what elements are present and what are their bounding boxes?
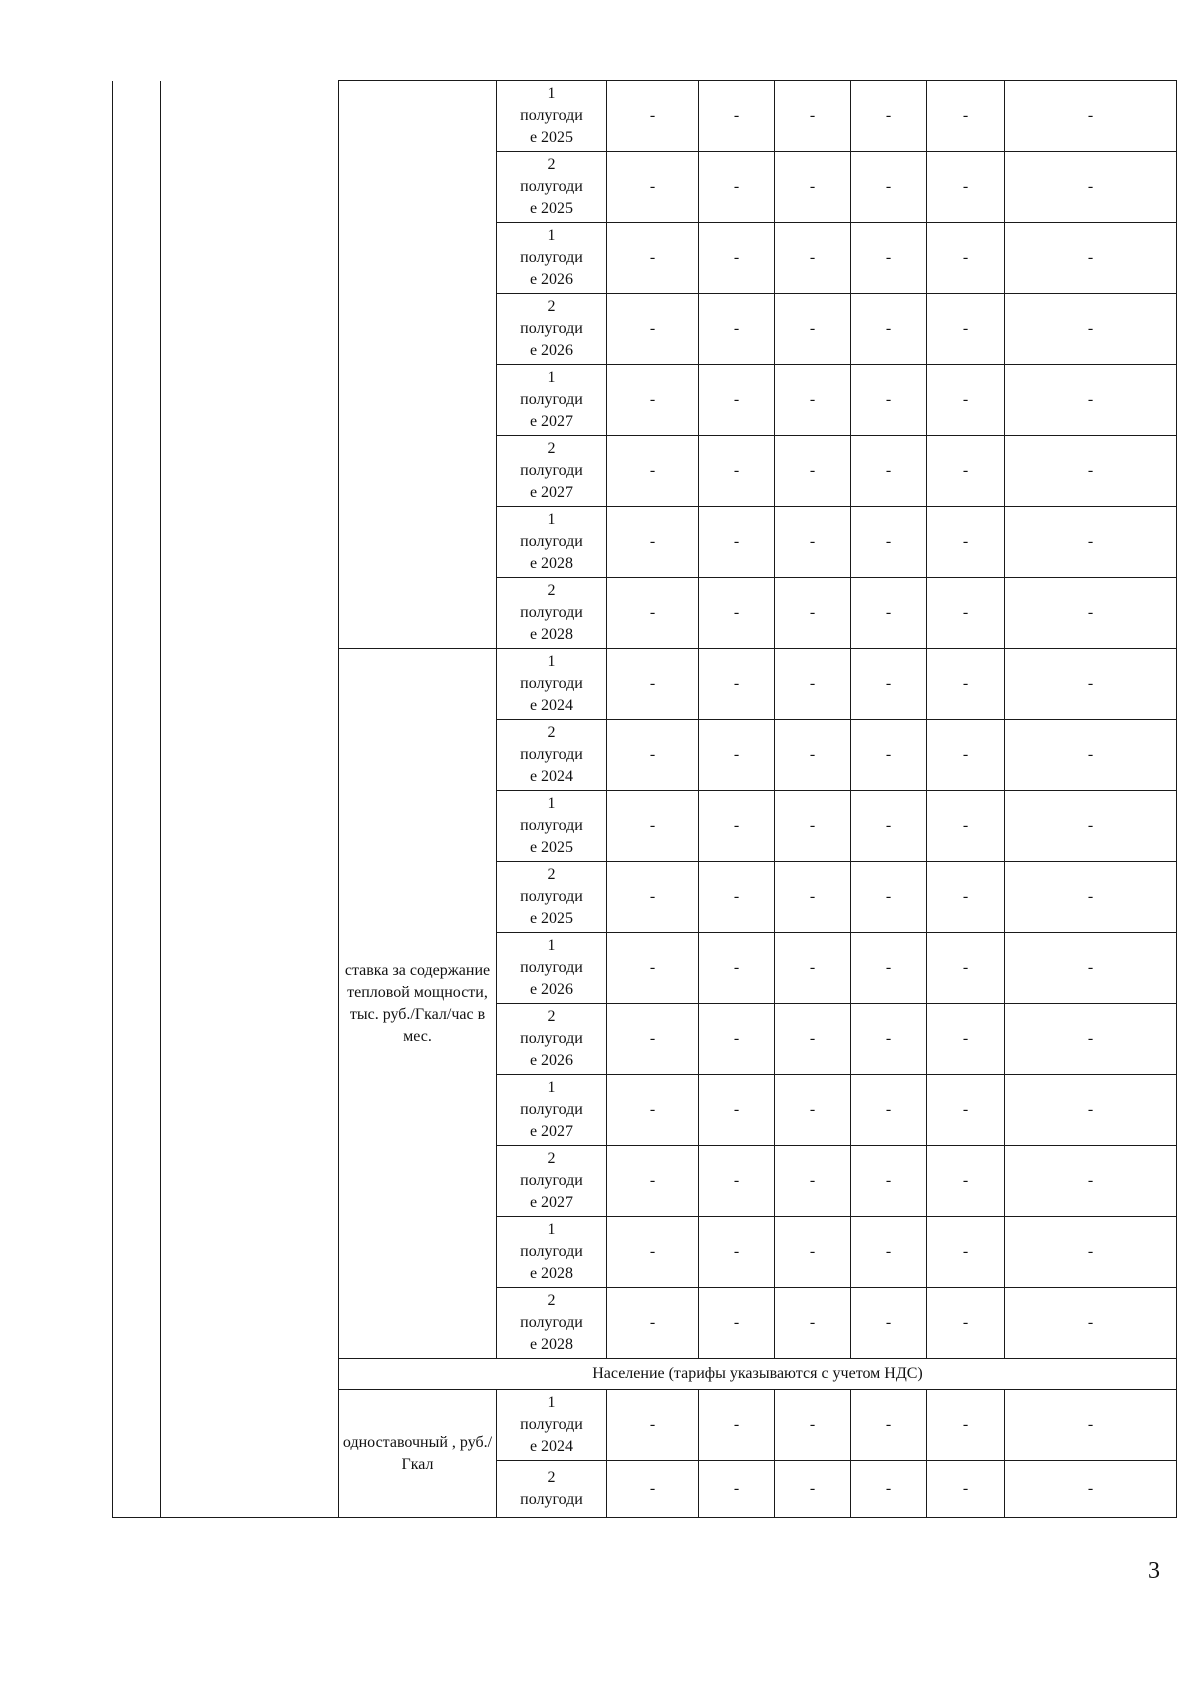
period-half: 2	[547, 440, 556, 457]
period-year: е 2027	[529, 1123, 574, 1140]
value-cell: -	[775, 81, 851, 152]
period-word: полугоди	[520, 888, 583, 905]
value-cell: -	[851, 578, 927, 649]
period-cell	[497, 294, 607, 365]
period-cell	[497, 1146, 607, 1217]
value-cell: -	[927, 1461, 1005, 1518]
period-half: 1	[547, 1079, 556, 1096]
value-cell: -	[927, 1217, 1005, 1288]
value-cell: -	[775, 1390, 851, 1461]
table-row	[113, 81, 1177, 152]
value-cell: -	[607, 791, 699, 862]
value-cell: -	[775, 578, 851, 649]
value-cell: -	[775, 1288, 851, 1359]
organization-column	[161, 81, 339, 1518]
period-half: 2	[547, 298, 556, 315]
period-cell	[497, 862, 607, 933]
period-half: 1	[547, 369, 556, 386]
period-half: 2	[547, 156, 556, 173]
period-word: полугоди	[520, 1101, 583, 1118]
value-cell: -	[1005, 507, 1177, 578]
value-cell: -	[851, 223, 927, 294]
period-word: полугоди	[520, 1172, 583, 1189]
value-cell: -	[699, 1390, 775, 1461]
period-word: полугоди	[520, 817, 583, 834]
value-cell: -	[699, 578, 775, 649]
period-word: полугоди	[520, 604, 583, 621]
period-word: полугоди	[520, 533, 583, 550]
value-cell: -	[699, 223, 775, 294]
period-half: 1	[547, 511, 556, 528]
value-cell: -	[1005, 1217, 1177, 1288]
value-cell: -	[775, 720, 851, 791]
value-cell: -	[1005, 436, 1177, 507]
period-word: полугоди	[520, 462, 583, 479]
period-year: е 2027	[529, 484, 574, 501]
value-cell: -	[607, 933, 699, 1004]
value-cell: -	[851, 933, 927, 1004]
value-cell: -	[927, 862, 1005, 933]
period-cell	[497, 1217, 607, 1288]
value-cell: -	[1005, 791, 1177, 862]
value-cell: -	[1005, 1004, 1177, 1075]
value-cell: -	[607, 81, 699, 152]
value-cell: -	[607, 862, 699, 933]
value-cell: -	[607, 152, 699, 223]
value-cell: -	[775, 649, 851, 720]
period-word: полугоди	[520, 675, 583, 692]
value-cell: -	[699, 436, 775, 507]
period-half: 2	[547, 582, 556, 599]
value-cell: -	[607, 1146, 699, 1217]
period-cell	[497, 152, 607, 223]
period-year: е 2024	[529, 697, 574, 714]
value-cell: -	[1005, 720, 1177, 791]
value-cell: -	[851, 365, 927, 436]
period-cell	[497, 649, 607, 720]
period-year: е 2025	[529, 839, 574, 856]
value-cell: -	[775, 507, 851, 578]
value-cell: -	[1005, 1075, 1177, 1146]
period-cell	[497, 578, 607, 649]
value-cell: -	[699, 81, 775, 152]
value-cell: -	[927, 1288, 1005, 1359]
value-cell: -	[607, 720, 699, 791]
value-cell: -	[699, 1075, 775, 1146]
value-cell: -	[927, 152, 1005, 223]
period-year: е 2024	[529, 1438, 574, 1455]
value-cell: -	[1005, 649, 1177, 720]
value-cell: -	[1005, 152, 1177, 223]
value-cell: -	[927, 649, 1005, 720]
value-cell: -	[699, 365, 775, 436]
value-cell: -	[1005, 578, 1177, 649]
value-cell: -	[851, 294, 927, 365]
value-cell: -	[927, 933, 1005, 1004]
value-cell: -	[775, 862, 851, 933]
period-word: полугоди	[520, 746, 583, 763]
value-cell: -	[851, 1075, 927, 1146]
value-cell: -	[607, 365, 699, 436]
period-word: полугоди	[520, 320, 583, 337]
value-cell: -	[927, 720, 1005, 791]
value-cell: -	[1005, 81, 1177, 152]
value-cell: -	[607, 1288, 699, 1359]
period-year: е 2028	[529, 555, 574, 572]
value-cell: -	[607, 507, 699, 578]
period-cell	[497, 223, 607, 294]
value-cell: -	[775, 933, 851, 1004]
value-cell: -	[607, 1004, 699, 1075]
value-cell: -	[851, 1217, 927, 1288]
value-cell: -	[851, 436, 927, 507]
value-cell: -	[1005, 862, 1177, 933]
period-cell	[497, 436, 607, 507]
period-half: 2	[547, 1469, 556, 1486]
period-cell	[497, 791, 607, 862]
rate-label-cell: одноставочный , руб./Гкал	[339, 1390, 497, 1518]
value-cell: -	[1005, 933, 1177, 1004]
value-cell: -	[699, 294, 775, 365]
period-cell	[497, 365, 607, 436]
period-cell	[497, 1288, 607, 1359]
value-cell: -	[927, 1075, 1005, 1146]
value-cell: -	[851, 152, 927, 223]
value-cell: -	[775, 1004, 851, 1075]
value-cell: -	[927, 1004, 1005, 1075]
value-cell: -	[699, 933, 775, 1004]
period-cell	[497, 1390, 607, 1461]
value-cell: -	[927, 436, 1005, 507]
period-half: 2	[547, 1292, 556, 1309]
period-word: полугоди	[520, 1314, 583, 1331]
value-cell: -	[927, 365, 1005, 436]
period-half: 2	[547, 1150, 556, 1167]
value-cell: -	[607, 578, 699, 649]
value-cell: -	[851, 1004, 927, 1075]
period-cell	[497, 1461, 607, 1518]
period-cell	[497, 720, 607, 791]
value-cell: -	[851, 1390, 927, 1461]
value-cell: -	[607, 649, 699, 720]
value-cell: -	[927, 223, 1005, 294]
value-cell: -	[851, 720, 927, 791]
period-half: 1	[547, 227, 556, 244]
period-word: полугоди	[520, 1243, 583, 1260]
period-half: 2	[547, 1008, 556, 1025]
value-cell: -	[607, 223, 699, 294]
value-cell: -	[851, 649, 927, 720]
period-year: е 2025	[529, 200, 574, 217]
value-cell: -	[851, 507, 927, 578]
period-half: 1	[547, 937, 556, 954]
period-half: 1	[547, 1394, 556, 1411]
value-cell: -	[699, 1461, 775, 1518]
period-word: полугоди	[520, 107, 583, 124]
value-cell: -	[775, 436, 851, 507]
value-cell: -	[607, 1217, 699, 1288]
value-cell: -	[1005, 365, 1177, 436]
value-cell: -	[851, 81, 927, 152]
value-cell: -	[775, 365, 851, 436]
value-cell: -	[927, 1390, 1005, 1461]
period-word: полугоди	[520, 1491, 583, 1508]
period-year: е 2024	[529, 768, 574, 785]
rate-label-cell	[339, 81, 497, 649]
number-column	[113, 81, 161, 1518]
value-cell: -	[607, 1390, 699, 1461]
value-cell: -	[1005, 294, 1177, 365]
value-cell: -	[699, 1004, 775, 1075]
period-half: 1	[547, 1221, 556, 1238]
value-cell: -	[927, 578, 1005, 649]
value-cell: -	[699, 791, 775, 862]
value-cell: -	[775, 791, 851, 862]
value-cell: -	[1005, 1146, 1177, 1217]
period-word: полугоди	[520, 391, 583, 408]
period-word: полугоди	[520, 959, 583, 976]
tariff-table	[112, 80, 1177, 1518]
value-cell: -	[851, 862, 927, 933]
period-year: е 2026	[529, 342, 574, 359]
value-cell: -	[699, 1217, 775, 1288]
period-cell	[497, 1075, 607, 1146]
period-year: е 2027	[529, 413, 574, 430]
period-half: 2	[547, 724, 556, 741]
period-half: 1	[547, 85, 556, 102]
period-word: полугоди	[520, 249, 583, 266]
period-year: е 2026	[529, 271, 574, 288]
value-cell: -	[775, 223, 851, 294]
period-year: е 2028	[529, 1336, 574, 1353]
value-cell: -	[1005, 1461, 1177, 1518]
period-year: е 2025	[529, 910, 574, 927]
value-cell: -	[699, 862, 775, 933]
value-cell: -	[699, 152, 775, 223]
period-year: е 2028	[529, 1265, 574, 1282]
value-cell: -	[607, 1075, 699, 1146]
period-half: 1	[547, 653, 556, 670]
value-cell: -	[699, 720, 775, 791]
value-cell: -	[927, 791, 1005, 862]
period-half: 1	[547, 795, 556, 812]
period-year: е 2025	[529, 129, 574, 146]
value-cell: -	[775, 1075, 851, 1146]
value-cell: -	[927, 1146, 1005, 1217]
value-cell: -	[775, 1217, 851, 1288]
period-word: полугоди	[520, 1416, 583, 1433]
period-word: полугоди	[520, 178, 583, 195]
value-cell: -	[607, 294, 699, 365]
table-body	[113, 81, 1177, 1518]
period-word: полугоди	[520, 1030, 583, 1047]
value-cell: -	[927, 507, 1005, 578]
rate-label-cell: ставка за содержание тепловой мощности, тыс. руб./Гкал/час в мес.	[339, 649, 497, 1359]
period-half: 2	[547, 866, 556, 883]
period-year: е 2028	[529, 626, 574, 643]
period-year: е 2027	[529, 1194, 574, 1211]
value-cell: -	[851, 791, 927, 862]
period-cell	[497, 1004, 607, 1075]
period-year: е 2026	[529, 981, 574, 998]
period-cell	[497, 933, 607, 1004]
value-cell: -	[1005, 1288, 1177, 1359]
value-cell: -	[699, 1146, 775, 1217]
page-number: 3	[1148, 1558, 1160, 1584]
value-cell: -	[607, 1461, 699, 1518]
value-cell: -	[699, 1288, 775, 1359]
value-cell: -	[699, 649, 775, 720]
value-cell: -	[851, 1288, 927, 1359]
value-cell: -	[851, 1461, 927, 1518]
value-cell: -	[775, 294, 851, 365]
section-header: Население (тарифы указываются с учетом НДС)	[339, 1359, 1177, 1390]
value-cell: -	[775, 1461, 851, 1518]
value-cell: -	[699, 507, 775, 578]
period-cell	[497, 81, 607, 152]
value-cell: -	[775, 152, 851, 223]
period-year: е 2026	[529, 1052, 574, 1069]
value-cell: -	[851, 1146, 927, 1217]
period-cell	[497, 507, 607, 578]
value-cell: -	[775, 1146, 851, 1217]
value-cell: -	[927, 81, 1005, 152]
value-cell: -	[1005, 223, 1177, 294]
value-cell: -	[1005, 1390, 1177, 1461]
value-cell: -	[927, 294, 1005, 365]
value-cell: -	[607, 436, 699, 507]
